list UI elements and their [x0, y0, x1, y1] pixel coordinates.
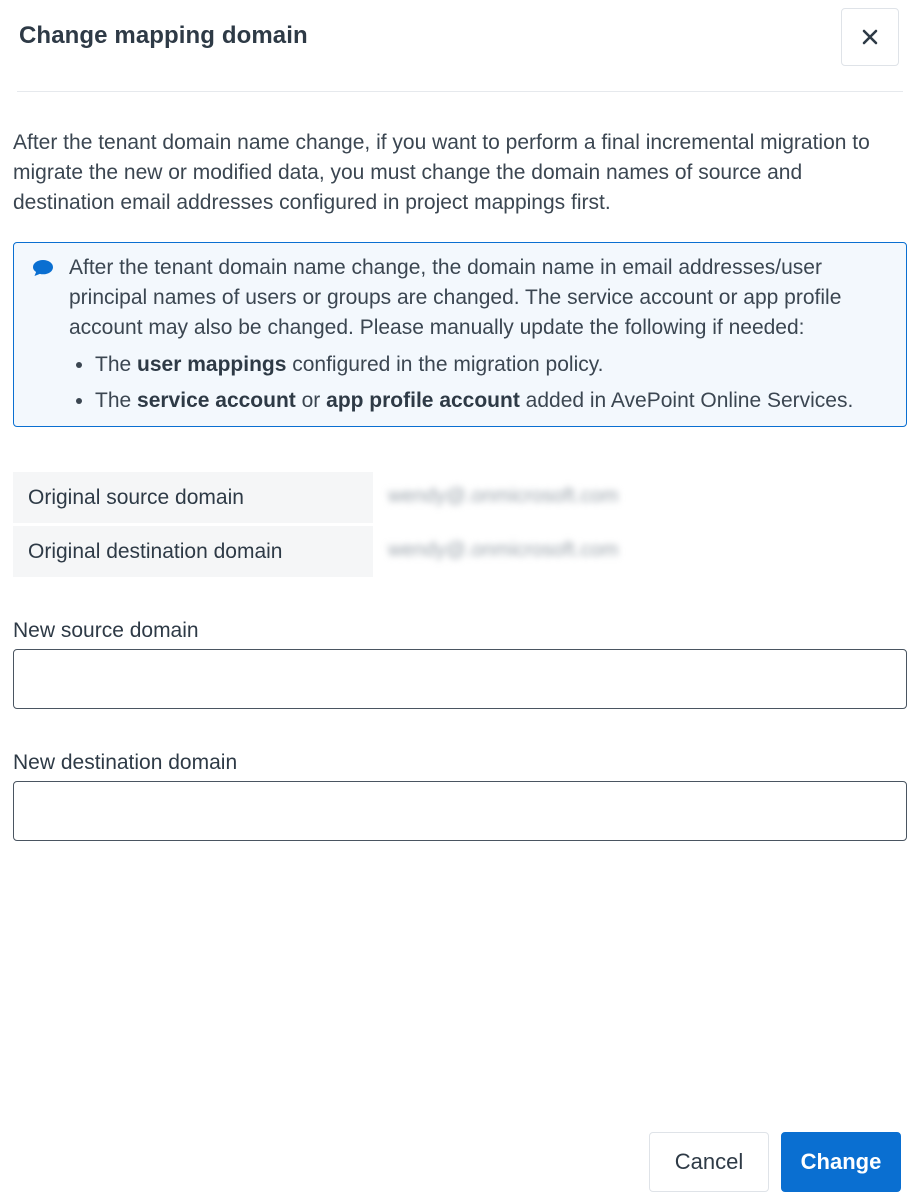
chat-bubble-icon — [32, 259, 54, 277]
info-item-middle: or — [295, 389, 327, 412]
cancel-button[interactable]: Cancel — [649, 1132, 769, 1192]
close-button[interactable] — [841, 8, 899, 66]
close-icon — [862, 29, 878, 45]
dialog-title: Change mapping domain — [19, 22, 308, 49]
info-item-prefix: The — [95, 353, 138, 376]
original-source-domain-label: Original source domain — [13, 472, 373, 523]
new-destination-domain-input[interactable] — [13, 781, 907, 841]
header-divider — [17, 91, 903, 92]
new-source-domain-label: New source domain — [13, 619, 199, 642]
info-item-suffix: configured in the migration policy. — [286, 353, 604, 376]
change-button[interactable]: Change — [781, 1132, 901, 1192]
info-item-suffix: added in AvePoint Online Services. — [519, 389, 854, 412]
info-list — [69, 347, 889, 419]
original-destination-domain-label: Original destination domain — [13, 526, 373, 577]
info-box — [13, 242, 907, 427]
info-description: After the tenant domain name change, the domain name in email addresses/user principal names of users or groups are changed. The service account or app profile account may also be changed. Please manually update the following if needed: — [69, 256, 842, 339]
info-list-item-user-mappings — [95, 347, 889, 383]
intro-text: After the tenant domain name change, if you want to perform a final incremental migration to migrate the new or modified data, you must change the domain names of source and destination email addresses configured in project mappings first. — [13, 131, 870, 214]
info-item-bold: app profile account — [326, 389, 520, 412]
info-list-item-service-account — [95, 383, 889, 419]
info-item-bold: service account — [137, 389, 296, 412]
original-destination-domain-value: wendy@.onmicrosoft.com — [388, 539, 619, 561]
info-text — [69, 253, 889, 419]
new-destination-domain-label: New destination domain — [13, 751, 238, 774]
info-item-bold: user mappings — [137, 353, 287, 376]
new-source-domain-input[interactable] — [13, 649, 907, 709]
info-item-prefix: The — [95, 389, 138, 412]
original-source-domain-value: wendy@.onmicrosoft.com — [388, 485, 619, 507]
